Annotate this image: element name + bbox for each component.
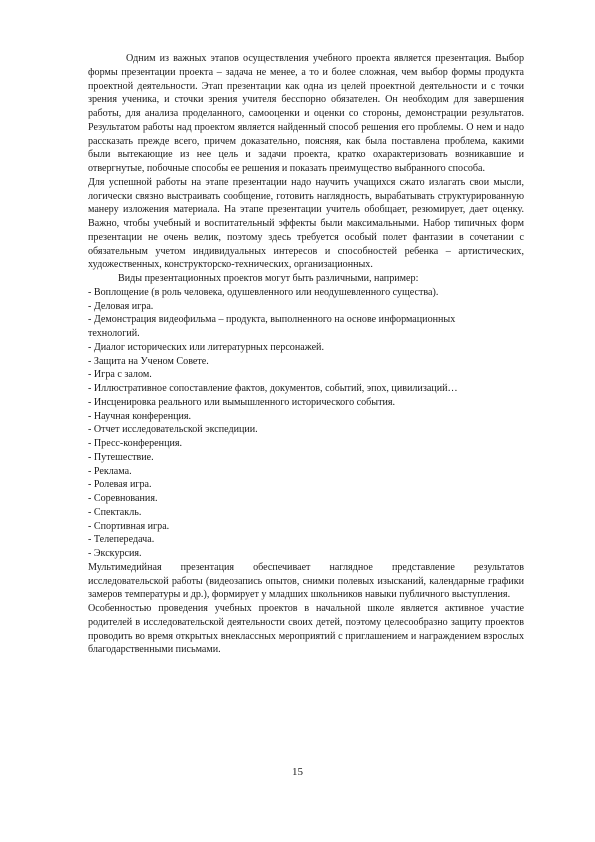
list-item: - Телепередача. — [88, 534, 155, 546]
paragraph-successful-work: Для успешной работы на этапе презентации надо научить учащихся сжато излагать свои мысли, логически связно выстраивать сообщение, готовить наглядность, вырабатывать структурированную манеру изложения материала. На этапе презентации учитель обобщает, резюмирует, дает оценку. Важно, чтобы учебный и воспитательный эффекты были максимальными. Набор типичных форм презентации не очень велик, поэтому здесь требуется особый полет фантазии в сочетании с обязательным учетом индивидуальных интересов и способностей ребенка – артистических, художественных, конструкторско-технических, организационных. — [88, 176, 524, 271]
list-item: - Инсценировка реального или вымышленного исторического события. — [88, 396, 396, 408]
list-item: - Спектакль. — [88, 506, 142, 518]
list-item: - Ролевая игра. — [88, 479, 152, 491]
list-item: - Научная конференция. — [88, 410, 192, 422]
presentation-types-list — [88, 286, 524, 561]
list-item: - Спортивная игра. — [88, 520, 170, 532]
list-item: - Иллюстративное сопоставление фактов, документов, событий, эпох, цивилизаций… — [88, 383, 458, 394]
list-item: - Демонстрация видеофильма – продукта, выполненного на основе информационных технологий. — [88, 314, 456, 339]
list-item: - Игра с залом. — [88, 369, 152, 381]
list-item: - Пресс-конференция. — [88, 438, 183, 449]
list-item: - Воплощение (в роль человека, одушевленного или неодушевленного существа). — [88, 286, 439, 298]
paragraph-list-intro: Виды презентационных проектов могут быть различными, например: — [118, 273, 419, 284]
document-body — [88, 52, 524, 657]
paragraph-presentation-intro: Одним из важных этапов осуществления учебного проекта является презентация. Выбор формы презентации проекта – задача не менее, а то и более сложная, чем выбор формы продукта проектной деятельности. Этап презентации как одна из целей проектной деятельности и с точки зрения ученика, и сточки зрения учителя бесспорно обязателен. Он необходим для завершения работы, для анализа проделанного, самооценки и оценки со стороны, демонстрации результатов. Результатом работы над проектом является найденный способ решения его проблемы. О нем и надо рассказать прежде всего, причем доказательно, поясняя, как была поставлена проблема, какими были вытекающие из нее цель и задачи проекта, кратко охарактеризовать возникавшие и отвергнутые, побочные способы ее решения и показать преимущество выбранного способа. — [88, 53, 524, 174]
list-item: - Соревнования. — [88, 493, 158, 504]
list-item: - Реклама. — [88, 465, 132, 477]
paragraph-multimedia: Мультимедийная презентация обеспечивает наглядное представление результатов исследовательской работы (видеозапись опытов, снимки полевых изысканий, календарные графики замеров температуры и др.), формирует у младших школьников навыки публичного выступления. — [88, 561, 524, 601]
list-item: - Экскурсия. — [88, 548, 142, 559]
list-item: - Защита на Ученом Совете. — [88, 355, 209, 367]
page-number: 15 — [292, 766, 303, 778]
list-item: - Отчет исследовательской экспедиции. — [88, 424, 258, 436]
list-item: - Деловая игра. — [88, 300, 154, 312]
paragraph-parents: Особенностью проведения учебных проектов в начальной школе является активное участие родителей в исследовательской деятельности своих детей, поэтому целесообразно защиту проектов проводить во время открытых внеклассных мероприятий с приглашением и награждением взрослых благодарственными письмами. — [88, 603, 524, 656]
list-item: - Диалог исторических или литературных персонажей. — [88, 341, 324, 353]
list-item: - Путешествие. — [88, 451, 154, 463]
